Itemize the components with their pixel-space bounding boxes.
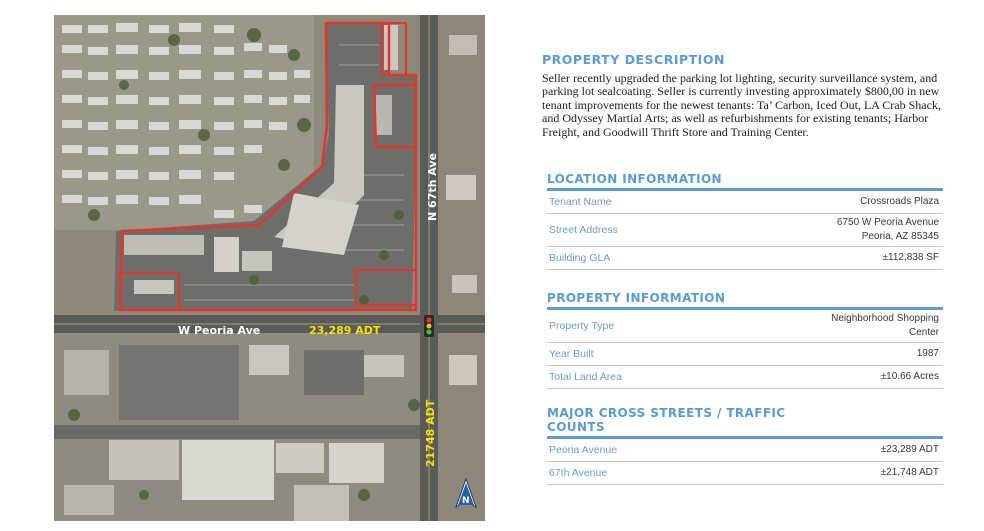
row-value: Crossroads Plaza	[860, 196, 939, 207]
row-label: Building GLA	[549, 252, 611, 264]
row-label: Property Type	[549, 320, 615, 332]
description-title: PROPERTY DESCRIPTION	[542, 52, 725, 67]
table-row	[547, 310, 943, 343]
svg-text:N: N	[462, 496, 470, 506]
property-title: PROPERTY INFORMATION	[547, 291, 943, 310]
row-label: Peoria Avenue	[549, 444, 618, 456]
property-description	[542, 52, 944, 139]
row-label: Year Built	[549, 348, 594, 360]
adt-label-67th: 21748 ADT	[424, 399, 437, 467]
street-label-67th: N 67th Ave	[426, 152, 439, 221]
row-value: ±21,748 ADT	[880, 467, 939, 478]
street-label-peoria: W Peoria Ave	[178, 324, 261, 337]
table-row	[547, 343, 943, 366]
location-section	[547, 172, 943, 270]
location-title: LOCATION INFORMATION	[547, 172, 943, 191]
description-text: Seller recently upgraded the parking lot lighting, security surveillance system, and parking lot sealcoating. Seller is currently investing approximately $800,00 in new tenant improvements for the newest tenants: Ta’ Carbon, Iced Out, LA Crab Shack, and Odyssey Martial Arts; as well as refurbishments for existing tenants; Harbor Freight, and Goodwill Thrift Store and Training Center.	[542, 71, 941, 139]
table-row	[547, 214, 943, 247]
row-label: Tenant Name	[549, 196, 612, 208]
table-row	[547, 247, 943, 270]
adt-label-peoria: 23,289 ADT	[309, 324, 381, 337]
table-row	[547, 191, 943, 214]
row-value: ±112,838 SF	[882, 252, 939, 263]
row-value: 6750 W Peoria Avenue Peoria, AZ 85345	[836, 217, 939, 242]
row-label: Total Land Area	[549, 371, 622, 383]
row-label: Street Address	[549, 224, 618, 236]
row-value: Neighborhood Shopping Center	[831, 313, 939, 338]
table-row	[547, 462, 943, 485]
traffic-section	[547, 406, 943, 485]
table-row	[547, 366, 943, 389]
traffic-title: MAJOR CROSS STREETS / TRAFFIC COUNTS	[547, 406, 943, 439]
table-row	[547, 439, 943, 462]
property-section	[547, 291, 943, 389]
row-value: ±10.66 Acres	[880, 371, 939, 382]
row-value: ±23,289 ADT	[880, 444, 939, 455]
row-label: 67th Avenue	[549, 467, 608, 479]
aerial-map	[54, 15, 485, 521]
row-value: 1987	[916, 348, 939, 359]
